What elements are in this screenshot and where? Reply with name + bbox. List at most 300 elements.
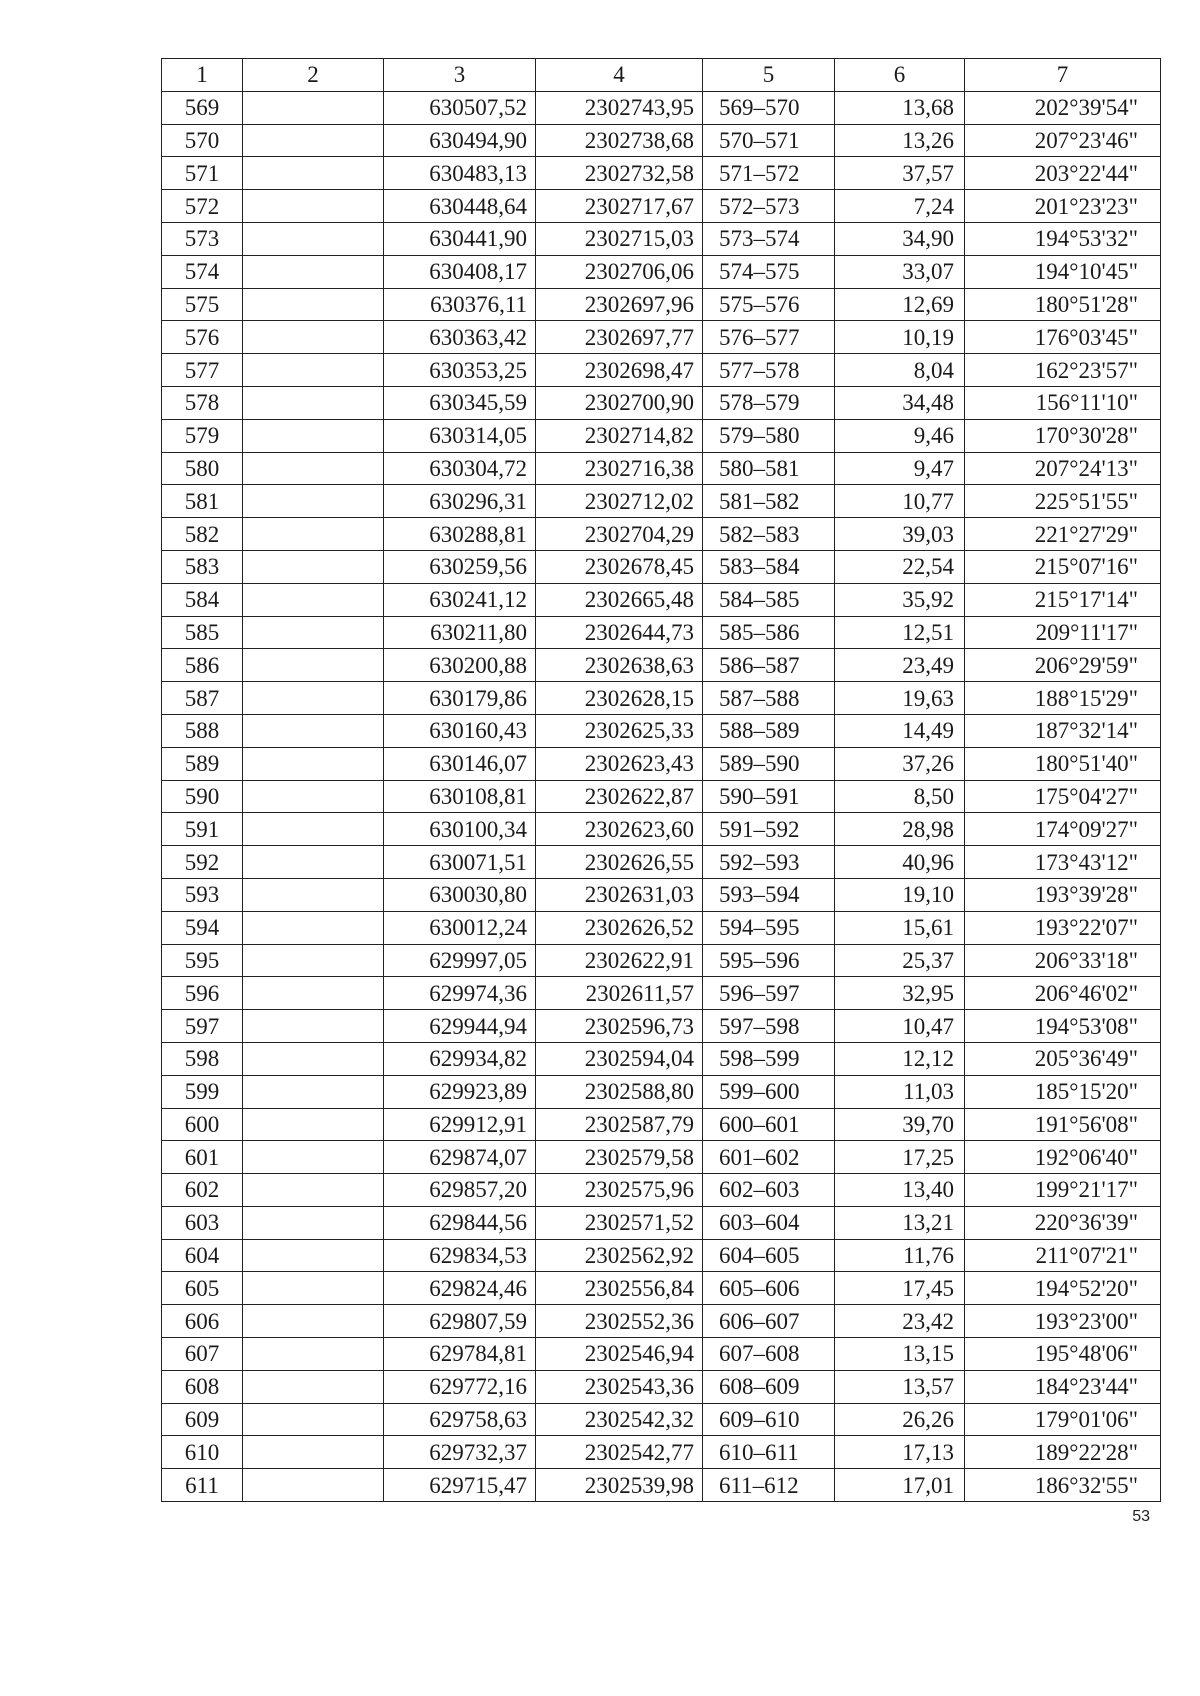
- length-cell: 11,03: [835, 1075, 965, 1108]
- table-row: [162, 714, 1161, 747]
- bearing-cell: 192°06'40": [965, 1141, 1161, 1174]
- segment-cell: 590–591: [703, 780, 835, 813]
- length-cell: 39,70: [835, 1108, 965, 1141]
- empty-cell: [243, 1239, 384, 1272]
- segment-cell: 579–580: [703, 419, 835, 452]
- y-coordinate-cell: 2302622,87: [536, 780, 703, 813]
- bearing-cell: 220°36'39": [965, 1206, 1161, 1239]
- y-coordinate-cell: 2302704,29: [536, 518, 703, 551]
- length-cell: 25,37: [835, 944, 965, 977]
- bearing-cell: 207°24'13": [965, 452, 1161, 485]
- y-coordinate-cell: 2302623,43: [536, 747, 703, 780]
- y-coordinate-cell: 2302539,98: [536, 1469, 703, 1502]
- empty-cell: [243, 1206, 384, 1239]
- bearing-cell: 156°11'10": [965, 386, 1161, 419]
- length-cell: 9,47: [835, 452, 965, 485]
- segment-cell: 573–574: [703, 222, 835, 255]
- bearing-cell: 225°51'55": [965, 485, 1161, 518]
- length-cell: 7,24: [835, 190, 965, 223]
- x-coordinate-cell: 630259,56: [384, 550, 536, 583]
- table-row: [162, 91, 1161, 124]
- bearing-cell: 191°56'08": [965, 1108, 1161, 1141]
- x-coordinate-cell: 629772,16: [384, 1370, 536, 1403]
- empty-cell: [243, 944, 384, 977]
- y-coordinate-cell: 2302594,04: [536, 1042, 703, 1075]
- column-header: 5: [703, 59, 835, 92]
- segment-cell: 602–603: [703, 1174, 835, 1207]
- length-cell: 17,13: [835, 1436, 965, 1469]
- bearing-cell: 187°32'14": [965, 714, 1161, 747]
- point-number-cell: 589: [162, 747, 243, 780]
- table-row: [162, 649, 1161, 682]
- segment-cell: 580–581: [703, 452, 835, 485]
- segment-cell: 575–576: [703, 288, 835, 321]
- length-cell: 23,49: [835, 649, 965, 682]
- bearing-cell: 194°53'08": [965, 1010, 1161, 1043]
- table-row: [162, 944, 1161, 977]
- x-coordinate-cell: 629912,91: [384, 1108, 536, 1141]
- x-coordinate-cell: 630160,43: [384, 714, 536, 747]
- segment-cell: 606–607: [703, 1305, 835, 1338]
- empty-cell: [243, 1141, 384, 1174]
- table-row: [162, 157, 1161, 190]
- bearing-cell: 194°52'20": [965, 1272, 1161, 1305]
- table-row: [162, 452, 1161, 485]
- table-row: [162, 1042, 1161, 1075]
- table-row: [162, 222, 1161, 255]
- bearing-cell: 195°48'06": [965, 1338, 1161, 1371]
- segment-cell: 586–587: [703, 649, 835, 682]
- point-number-cell: 603: [162, 1206, 243, 1239]
- point-number-cell: 572: [162, 190, 243, 223]
- bearing-cell: 199°21'17": [965, 1174, 1161, 1207]
- coordinates-table: [161, 58, 1161, 1502]
- empty-cell: [243, 813, 384, 846]
- segment-cell: 598–599: [703, 1042, 835, 1075]
- point-number-cell: 596: [162, 977, 243, 1010]
- length-cell: 39,03: [835, 518, 965, 551]
- length-cell: 10,77: [835, 485, 965, 518]
- y-coordinate-cell: 2302611,57: [536, 977, 703, 1010]
- length-cell: 26,26: [835, 1403, 965, 1436]
- x-coordinate-cell: 630071,51: [384, 846, 536, 879]
- empty-cell: [243, 977, 384, 1010]
- bearing-cell: 203°22'44": [965, 157, 1161, 190]
- point-number-cell: 590: [162, 780, 243, 813]
- segment-cell: 581–582: [703, 485, 835, 518]
- table-row: [162, 1305, 1161, 1338]
- length-cell: 13,57: [835, 1370, 965, 1403]
- segment-cell: 595–596: [703, 944, 835, 977]
- table-row: [162, 813, 1161, 846]
- table-row: [162, 321, 1161, 354]
- length-cell: 12,51: [835, 616, 965, 649]
- empty-cell: [243, 911, 384, 944]
- empty-cell: [243, 1338, 384, 1371]
- segment-cell: 588–589: [703, 714, 835, 747]
- x-coordinate-cell: 629923,89: [384, 1075, 536, 1108]
- length-cell: 40,96: [835, 846, 965, 879]
- x-coordinate-cell: 630108,81: [384, 780, 536, 813]
- x-coordinate-cell: 630012,24: [384, 911, 536, 944]
- table-row: [162, 1108, 1161, 1141]
- x-coordinate-cell: 630288,81: [384, 518, 536, 551]
- length-cell: 33,07: [835, 255, 965, 288]
- segment-cell: 591–592: [703, 813, 835, 846]
- bearing-cell: 180°51'28": [965, 288, 1161, 321]
- segment-cell: 587–588: [703, 682, 835, 715]
- column-header: 7: [965, 59, 1161, 92]
- x-coordinate-cell: 630345,59: [384, 386, 536, 419]
- point-number-cell: 587: [162, 682, 243, 715]
- empty-cell: [243, 714, 384, 747]
- point-number-cell: 576: [162, 321, 243, 354]
- table-row: [162, 550, 1161, 583]
- point-number-cell: 581: [162, 485, 243, 518]
- y-coordinate-cell: 2302716,38: [536, 452, 703, 485]
- y-coordinate-cell: 2302732,58: [536, 157, 703, 190]
- length-cell: 8,04: [835, 354, 965, 387]
- x-coordinate-cell: 629784,81: [384, 1338, 536, 1371]
- empty-cell: [243, 1108, 384, 1141]
- empty-cell: [243, 386, 384, 419]
- empty-cell: [243, 419, 384, 452]
- length-cell: 14,49: [835, 714, 965, 747]
- x-coordinate-cell: 629732,37: [384, 1436, 536, 1469]
- y-coordinate-cell: 2302697,77: [536, 321, 703, 354]
- table-row: [162, 747, 1161, 780]
- point-number-cell: 608: [162, 1370, 243, 1403]
- x-coordinate-cell: 630483,13: [384, 157, 536, 190]
- bearing-cell: 205°36'49": [965, 1042, 1161, 1075]
- y-coordinate-cell: 2302714,82: [536, 419, 703, 452]
- y-coordinate-cell: 2302717,67: [536, 190, 703, 223]
- segment-cell: 577–578: [703, 354, 835, 387]
- empty-cell: [243, 1174, 384, 1207]
- length-cell: 19,10: [835, 878, 965, 911]
- empty-cell: [243, 452, 384, 485]
- table-row: [162, 1206, 1161, 1239]
- segment-cell: 584–585: [703, 583, 835, 616]
- table-row: [162, 485, 1161, 518]
- length-cell: 22,54: [835, 550, 965, 583]
- point-number-cell: 595: [162, 944, 243, 977]
- column-header: 4: [536, 59, 703, 92]
- segment-cell: 585–586: [703, 616, 835, 649]
- point-number-cell: 610: [162, 1436, 243, 1469]
- y-coordinate-cell: 2302665,48: [536, 583, 703, 616]
- length-cell: 19,63: [835, 682, 965, 715]
- empty-cell: [243, 124, 384, 157]
- bearing-cell: 180°51'40": [965, 747, 1161, 780]
- table-row: [162, 518, 1161, 551]
- segment-cell: 570–571: [703, 124, 835, 157]
- column-header: 3: [384, 59, 536, 92]
- empty-cell: [243, 354, 384, 387]
- segment-cell: 592–593: [703, 846, 835, 879]
- bearing-cell: 221°27'29": [965, 518, 1161, 551]
- table-row: [162, 354, 1161, 387]
- length-cell: 15,61: [835, 911, 965, 944]
- point-number-cell: 605: [162, 1272, 243, 1305]
- table-header-row: [162, 59, 1161, 92]
- y-coordinate-cell: 2302542,32: [536, 1403, 703, 1436]
- empty-cell: [243, 780, 384, 813]
- x-coordinate-cell: 629997,05: [384, 944, 536, 977]
- y-coordinate-cell: 2302697,96: [536, 288, 703, 321]
- point-number-cell: 602: [162, 1174, 243, 1207]
- length-cell: 13,40: [835, 1174, 965, 1207]
- table-row: [162, 190, 1161, 223]
- point-number-cell: 598: [162, 1042, 243, 1075]
- table-row: [162, 682, 1161, 715]
- empty-cell: [243, 255, 384, 288]
- table-row: [162, 1370, 1161, 1403]
- x-coordinate-cell: 630448,64: [384, 190, 536, 223]
- bearing-cell: 206°33'18": [965, 944, 1161, 977]
- table-row: [162, 1469, 1161, 1502]
- empty-cell: [243, 91, 384, 124]
- point-number-cell: 593: [162, 878, 243, 911]
- empty-cell: [243, 649, 384, 682]
- length-cell: 9,46: [835, 419, 965, 452]
- point-number-cell: 607: [162, 1338, 243, 1371]
- segment-cell: 574–575: [703, 255, 835, 288]
- segment-cell: 610–611: [703, 1436, 835, 1469]
- point-number-cell: 601: [162, 1141, 243, 1174]
- empty-cell: [243, 190, 384, 223]
- y-coordinate-cell: 2302738,68: [536, 124, 703, 157]
- bearing-cell: 162°23'57": [965, 354, 1161, 387]
- bearing-cell: 176°03'45": [965, 321, 1161, 354]
- table-row: [162, 419, 1161, 452]
- y-coordinate-cell: 2302628,15: [536, 682, 703, 715]
- y-coordinate-cell: 2302575,96: [536, 1174, 703, 1207]
- x-coordinate-cell: 630314,05: [384, 419, 536, 452]
- x-coordinate-cell: 630441,90: [384, 222, 536, 255]
- y-coordinate-cell: 2302700,90: [536, 386, 703, 419]
- empty-cell: [243, 157, 384, 190]
- empty-cell: [243, 1042, 384, 1075]
- bearing-cell: 186°32'55": [965, 1469, 1161, 1502]
- segment-cell: 569–570: [703, 91, 835, 124]
- length-cell: 32,95: [835, 977, 965, 1010]
- length-cell: 23,42: [835, 1305, 965, 1338]
- bearing-cell: 185°15'20": [965, 1075, 1161, 1108]
- bearing-cell: 194°53'32": [965, 222, 1161, 255]
- x-coordinate-cell: 630296,31: [384, 485, 536, 518]
- y-coordinate-cell: 2302562,92: [536, 1239, 703, 1272]
- segment-cell: 599–600: [703, 1075, 835, 1108]
- table-row: [162, 124, 1161, 157]
- segment-cell: 608–609: [703, 1370, 835, 1403]
- table-row: [162, 288, 1161, 321]
- bearing-cell: 184°23'44": [965, 1370, 1161, 1403]
- coordinates-table-wrapper: [161, 58, 1161, 1502]
- bearing-cell: 209°11'17": [965, 616, 1161, 649]
- point-number-cell: 597: [162, 1010, 243, 1043]
- x-coordinate-cell: 629974,36: [384, 977, 536, 1010]
- segment-cell: 593–594: [703, 878, 835, 911]
- y-coordinate-cell: 2302596,73: [536, 1010, 703, 1043]
- bearing-cell: 206°29'59": [965, 649, 1161, 682]
- empty-cell: [243, 485, 384, 518]
- segment-cell: 571–572: [703, 157, 835, 190]
- length-cell: 35,92: [835, 583, 965, 616]
- y-coordinate-cell: 2302715,03: [536, 222, 703, 255]
- length-cell: 28,98: [835, 813, 965, 846]
- table-row: [162, 1272, 1161, 1305]
- y-coordinate-cell: 2302552,36: [536, 1305, 703, 1338]
- point-number-cell: 586: [162, 649, 243, 682]
- segment-cell: 597–598: [703, 1010, 835, 1043]
- table-row: [162, 386, 1161, 419]
- column-header: 6: [835, 59, 965, 92]
- bearing-cell: 215°17'14": [965, 583, 1161, 616]
- table-row: [162, 1075, 1161, 1108]
- length-cell: 13,68: [835, 91, 965, 124]
- table-row: [162, 1338, 1161, 1371]
- y-coordinate-cell: 2302712,02: [536, 485, 703, 518]
- x-coordinate-cell: 630408,17: [384, 255, 536, 288]
- y-coordinate-cell: 2302706,06: [536, 255, 703, 288]
- point-number-cell: 580: [162, 452, 243, 485]
- bearing-cell: 202°39'54": [965, 91, 1161, 124]
- empty-cell: [243, 550, 384, 583]
- length-cell: 13,15: [835, 1338, 965, 1371]
- point-number-cell: 600: [162, 1108, 243, 1141]
- point-number-cell: 599: [162, 1075, 243, 1108]
- length-cell: 37,26: [835, 747, 965, 780]
- empty-cell: [243, 1305, 384, 1338]
- bearing-cell: 206°46'02": [965, 977, 1161, 1010]
- bearing-cell: 193°23'00": [965, 1305, 1161, 1338]
- segment-cell: 604–605: [703, 1239, 835, 1272]
- length-cell: 17,45: [835, 1272, 965, 1305]
- segment-cell: 589–590: [703, 747, 835, 780]
- x-coordinate-cell: 629934,82: [384, 1042, 536, 1075]
- segment-cell: 607–608: [703, 1338, 835, 1371]
- bearing-cell: 175°04'27": [965, 780, 1161, 813]
- empty-cell: [243, 1469, 384, 1502]
- length-cell: 34,90: [835, 222, 965, 255]
- table-row: [162, 1010, 1161, 1043]
- segment-cell: 611–612: [703, 1469, 835, 1502]
- x-coordinate-cell: 630100,34: [384, 813, 536, 846]
- length-cell: 10,47: [835, 1010, 965, 1043]
- empty-cell: [243, 321, 384, 354]
- x-coordinate-cell: 629758,63: [384, 1403, 536, 1436]
- point-number-cell: 579: [162, 419, 243, 452]
- empty-cell: [243, 846, 384, 879]
- y-coordinate-cell: 2302625,33: [536, 714, 703, 747]
- x-coordinate-cell: 630200,88: [384, 649, 536, 682]
- bearing-cell: 173°43'12": [965, 846, 1161, 879]
- bearing-cell: 189°22'28": [965, 1436, 1161, 1469]
- y-coordinate-cell: 2302678,45: [536, 550, 703, 583]
- y-coordinate-cell: 2302622,91: [536, 944, 703, 977]
- empty-cell: [243, 583, 384, 616]
- column-header: 2: [243, 59, 384, 92]
- x-coordinate-cell: 629857,20: [384, 1174, 536, 1207]
- empty-cell: [243, 1075, 384, 1108]
- point-number-cell: 574: [162, 255, 243, 288]
- bearing-cell: 179°01'06": [965, 1403, 1161, 1436]
- empty-cell: [243, 1370, 384, 1403]
- point-number-cell: 584: [162, 583, 243, 616]
- empty-cell: [243, 222, 384, 255]
- table-row: [162, 1141, 1161, 1174]
- empty-cell: [243, 1010, 384, 1043]
- empty-cell: [243, 747, 384, 780]
- x-coordinate-cell: 630146,07: [384, 747, 536, 780]
- point-number-cell: 570: [162, 124, 243, 157]
- segment-cell: 576–577: [703, 321, 835, 354]
- y-coordinate-cell: 2302556,84: [536, 1272, 703, 1305]
- bearing-cell: 211°07'21": [965, 1239, 1161, 1272]
- bearing-cell: 188°15'29": [965, 682, 1161, 715]
- segment-cell: 609–610: [703, 1403, 835, 1436]
- y-coordinate-cell: 2302542,77: [536, 1436, 703, 1469]
- x-coordinate-cell: 629944,94: [384, 1010, 536, 1043]
- y-coordinate-cell: 2302626,55: [536, 846, 703, 879]
- table-row: [162, 878, 1161, 911]
- y-coordinate-cell: 2302623,60: [536, 813, 703, 846]
- point-number-cell: 594: [162, 911, 243, 944]
- segment-cell: 601–602: [703, 1141, 835, 1174]
- length-cell: 37,57: [835, 157, 965, 190]
- x-coordinate-cell: 629874,07: [384, 1141, 536, 1174]
- table-body: [162, 91, 1161, 1501]
- bearing-cell: 215°07'16": [965, 550, 1161, 583]
- segment-cell: 572–573: [703, 190, 835, 223]
- point-number-cell: 609: [162, 1403, 243, 1436]
- length-cell: 11,76: [835, 1239, 965, 1272]
- segment-cell: 603–604: [703, 1206, 835, 1239]
- x-coordinate-cell: 630304,72: [384, 452, 536, 485]
- point-number-cell: 592: [162, 846, 243, 879]
- point-number-cell: 582: [162, 518, 243, 551]
- page-number: 53: [1132, 1508, 1150, 1525]
- y-coordinate-cell: 2302543,36: [536, 1370, 703, 1403]
- bearing-cell: 193°22'07": [965, 911, 1161, 944]
- segment-cell: 594–595: [703, 911, 835, 944]
- length-cell: 12,69: [835, 288, 965, 321]
- point-number-cell: 571: [162, 157, 243, 190]
- x-coordinate-cell: 630241,12: [384, 583, 536, 616]
- point-number-cell: 583: [162, 550, 243, 583]
- segment-cell: 582–583: [703, 518, 835, 551]
- table-row: [162, 977, 1161, 1010]
- table-row: [162, 616, 1161, 649]
- table-row: [162, 583, 1161, 616]
- table-row: [162, 1403, 1161, 1436]
- point-number-cell: 604: [162, 1239, 243, 1272]
- bearing-cell: 194°10'45": [965, 255, 1161, 288]
- y-coordinate-cell: 2302587,79: [536, 1108, 703, 1141]
- x-coordinate-cell: 630030,80: [384, 878, 536, 911]
- x-coordinate-cell: 630494,90: [384, 124, 536, 157]
- point-number-cell: 588: [162, 714, 243, 747]
- point-number-cell: 573: [162, 222, 243, 255]
- length-cell: 34,48: [835, 386, 965, 419]
- length-cell: 8,50: [835, 780, 965, 813]
- y-coordinate-cell: 2302588,80: [536, 1075, 703, 1108]
- bearing-cell: 174°09'27": [965, 813, 1161, 846]
- point-number-cell: 611: [162, 1469, 243, 1502]
- bearing-cell: 201°23'23": [965, 190, 1161, 223]
- y-coordinate-cell: 2302579,58: [536, 1141, 703, 1174]
